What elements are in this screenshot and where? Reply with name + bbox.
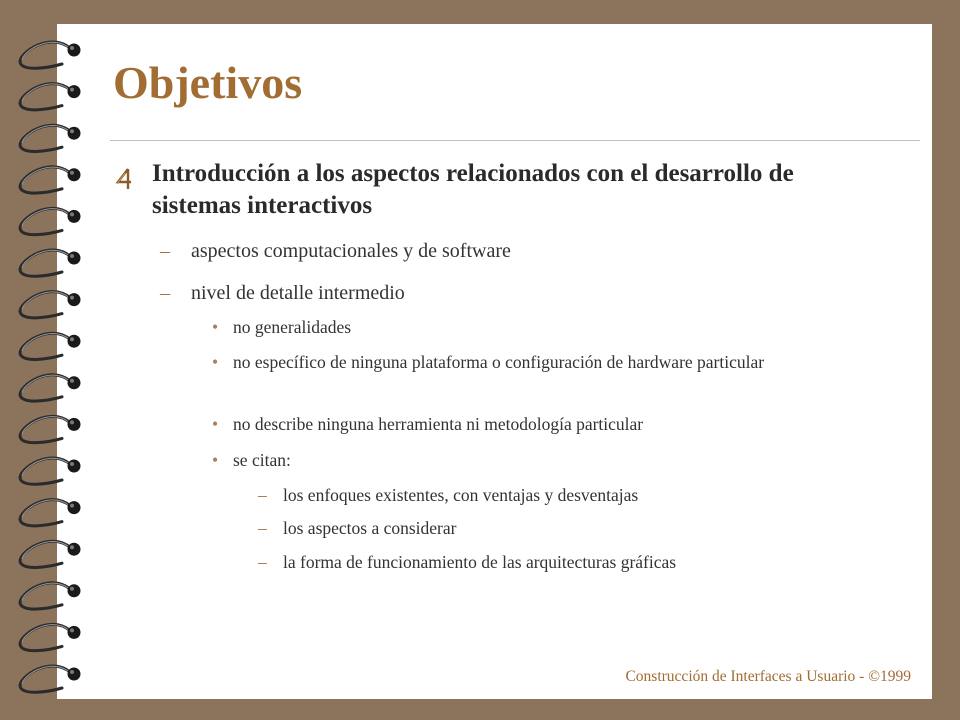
spiral-ring xyxy=(20,125,81,151)
dash-marker: – xyxy=(258,518,267,538)
spiral-ring xyxy=(20,666,81,692)
spiral-ring xyxy=(20,375,81,401)
sub2-item-text: se citan: xyxy=(233,450,291,470)
sub3-item-aspects xyxy=(258,517,456,539)
spiral-ring xyxy=(20,458,81,484)
dash-marker: – xyxy=(160,240,170,262)
sub3-item-text: la forma de funcionamiento de las arquitecturas gráficas xyxy=(283,552,677,572)
spiral-ring xyxy=(20,208,81,234)
spiral-binding xyxy=(0,0,110,720)
sub2-item-text: no específico de ninguna plataforma o configuración de hardware particular xyxy=(233,352,765,372)
spiral-ring xyxy=(20,84,81,110)
slide-title: Objetivos xyxy=(113,57,303,108)
sub-item-detail-level xyxy=(160,281,405,305)
title-divider xyxy=(110,140,920,141)
spiral-ring xyxy=(20,250,81,276)
sub-item-text: nivel de detalle intermedio xyxy=(191,282,405,304)
sub-item-computational xyxy=(160,239,511,263)
spiral-ring xyxy=(20,416,81,442)
dot-marker: • xyxy=(212,317,219,337)
spiral-ring xyxy=(20,167,81,193)
sub3-item-text: los aspectos a considerar xyxy=(283,518,457,538)
sub3-item-architectures xyxy=(258,551,676,573)
slide-footer: Construcción de Interfaces a Usuario - ©1999 xyxy=(625,668,911,685)
dash-marker: – xyxy=(160,282,170,304)
main-point: Introducción a los aspectos relacionados con el desarrollo de sistemas interactivos xyxy=(152,160,794,219)
spiral-ring xyxy=(20,583,81,609)
dot-marker: • xyxy=(212,352,219,372)
spiral-ring xyxy=(20,292,81,318)
dot-marker: • xyxy=(212,414,219,434)
sub3-item-text: los enfoques existentes, con ventajas y desventajas xyxy=(283,485,639,505)
spiral-ring xyxy=(20,42,81,68)
sub2-item-text: no describe ninguna herramienta ni metodología particular xyxy=(233,414,644,434)
sub-item-text: aspectos computacionales y de software xyxy=(191,240,511,262)
sub2-item-generalities xyxy=(212,316,872,338)
spiral-ring xyxy=(20,500,81,526)
sub2-item-text: no generalidades xyxy=(233,317,352,337)
sub3-item-approaches xyxy=(258,484,638,506)
dash-marker: – xyxy=(258,485,267,505)
dash-marker: – xyxy=(258,552,267,572)
sub2-item-platform xyxy=(212,351,872,373)
four-bullet-icon xyxy=(115,168,133,190)
sub2-item-tools xyxy=(212,413,872,435)
spiral-ring xyxy=(20,624,81,650)
dot-marker: • xyxy=(212,450,219,470)
spiral-ring xyxy=(20,541,81,567)
spiral-ring xyxy=(20,333,81,359)
sub2-item-cited xyxy=(212,449,872,471)
